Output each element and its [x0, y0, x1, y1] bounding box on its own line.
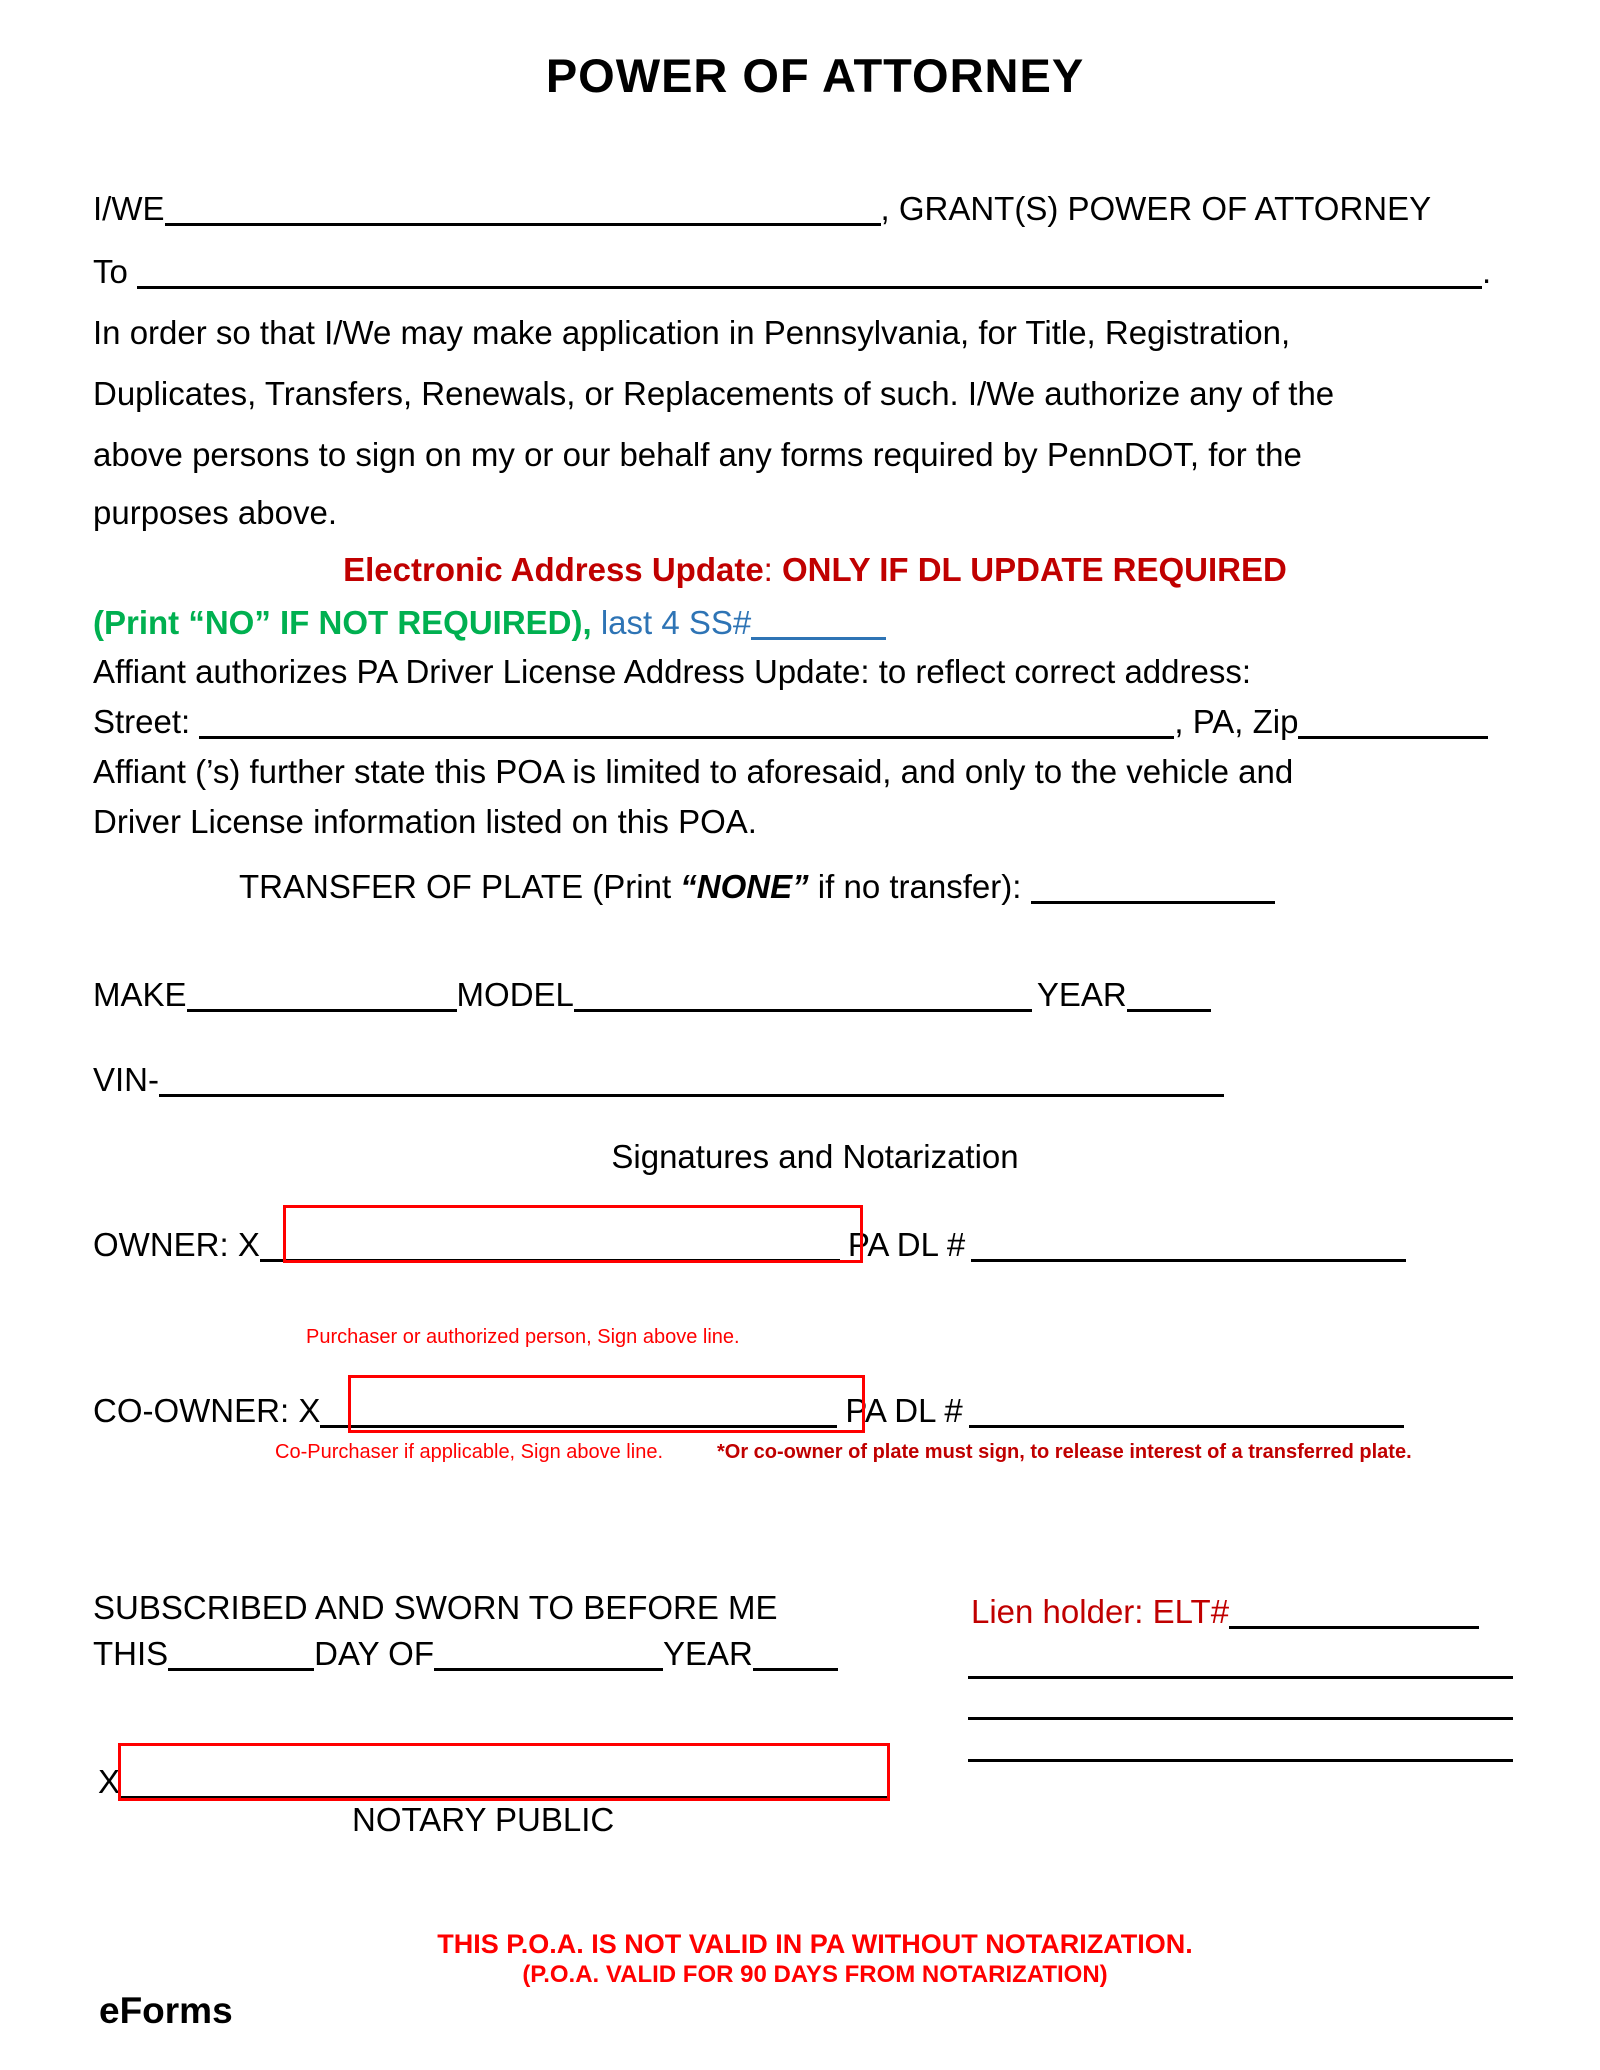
limit-line-2: Driver License information listed on this POA.: [93, 803, 757, 840]
this-label: THIS: [93, 1635, 169, 1672]
co-owner-label: CO-OWNER: X: [93, 1392, 321, 1429]
lien-holder-blank-line-1[interactable]: [968, 1676, 1513, 1679]
lien-elt-blank[interactable]: [1229, 1599, 1479, 1629]
affiant-authorizes-line: Affiant authorizes PA Driver License Address Update: to reflect correct address:: [93, 653, 1252, 690]
address-update-heading: [30, 553, 1600, 586]
lien-holder-label: Lien holder: ELT#: [971, 1593, 1230, 1630]
transfer-plate-blank[interactable]: [1031, 874, 1275, 904]
make-blank[interactable]: [187, 982, 457, 1012]
co-owner-signature-note: Co-Purchaser if applicable, Sign above line.: [275, 1441, 663, 1463]
lien-holder-blank-line-3[interactable]: [968, 1759, 1513, 1762]
year-label: YEAR: [1036, 976, 1127, 1013]
to-label: To: [93, 253, 138, 290]
notary-public-label: NOTARY PUBLIC: [352, 1801, 615, 1838]
last4-ss-blank[interactable]: [751, 610, 886, 640]
transfer-plate-prefix: TRANSFER OF PLATE (Print: [239, 868, 681, 905]
co-owner-pa-dl-blank[interactable]: [969, 1398, 1404, 1428]
owner-pa-dl-blank[interactable]: [971, 1232, 1406, 1262]
transfer-plate-line: [239, 870, 1275, 903]
vin-line: [93, 1063, 1224, 1096]
intro-line-1: In order so that I/We may make application in Pennsylvania, for Title, Registration,: [93, 314, 1291, 351]
street-blank[interactable]: [199, 709, 1174, 739]
year-blank[interactable]: [1127, 982, 1211, 1012]
notary-year-label: YEAR: [662, 1635, 753, 1672]
intro-line-2: Duplicates, Transfers, Renewals, or Replacements of such. I/We authorize any of the: [93, 375, 1335, 412]
vehicle-line: [93, 978, 1211, 1011]
grantor-line: [93, 192, 1431, 225]
signatures-heading: Signatures and Notarization: [611, 1138, 1019, 1175]
owner-signature-note: Purchaser or authorized person, Sign above line.: [306, 1326, 740, 1348]
transfer-plate-suffix: if no transfer):: [808, 868, 1031, 905]
footer-warning-line-2: (P.O.A. VALID FOR 90 DAYS FROM NOTARIZATION): [522, 1961, 1108, 1988]
month-blank[interactable]: [434, 1641, 663, 1671]
model-label: MODEL: [456, 976, 574, 1013]
last4-ss-label: last 4 SS#: [600, 604, 752, 641]
print-no-line: [93, 606, 886, 639]
intro-line-4: purposes above.: [93, 494, 338, 531]
address-update-heading-part1: Electronic Address Update: [343, 551, 764, 588]
day-blank[interactable]: [168, 1641, 314, 1671]
pa-zip-label: , PA, Zip: [1174, 703, 1299, 740]
notary-signature-box[interactable]: [118, 1743, 890, 1801]
print-no-label: (Print “NO” IF NOT REQUIRED),: [93, 604, 601, 641]
address-update-heading-colon: :: [763, 551, 783, 588]
co-owner-release-note: *Or co-owner of plate must sign, to release interest of a transferred plate.: [717, 1441, 1412, 1463]
vin-label: VIN-: [93, 1061, 159, 1098]
co-owner-signature-box[interactable]: [348, 1375, 865, 1433]
grantor-name-blank[interactable]: [165, 196, 881, 226]
co-owner-pa-dl-label: PA DL #: [845, 1392, 963, 1429]
day-of-label: DAY OF: [314, 1635, 434, 1672]
lien-holder-blank-line-2[interactable]: [968, 1717, 1513, 1720]
model-blank[interactable]: [574, 982, 1032, 1012]
period-label: .: [1482, 253, 1492, 290]
notary-x-label: X: [98, 1763, 121, 1800]
address-update-heading-part2: ONLY IF DL UPDATE REQUIRED: [782, 551, 1287, 588]
transfer-plate-none: “NONE”: [680, 868, 809, 905]
owner-pa-dl-label: PA DL #: [847, 1226, 966, 1263]
date-line: [93, 1637, 838, 1670]
vin-blank[interactable]: [159, 1067, 1224, 1097]
street-label: Street:: [93, 703, 200, 740]
owner-label: OWNER: X: [93, 1226, 260, 1263]
notary-year-blank[interactable]: [753, 1641, 838, 1671]
eforms-logo: eForms: [99, 1990, 233, 2031]
sworn-line: SUBSCRIBED AND SWORN TO BEFORE ME: [93, 1589, 778, 1626]
iwe-label: I/WE: [93, 190, 165, 227]
page-title: POWER OF ATTORNEY: [545, 49, 1085, 102]
footer-warning-line-1: THIS P.O.A. IS NOT VALID IN PA WITHOUT NOTARIZATION.: [437, 1929, 1193, 1959]
make-label: MAKE: [93, 976, 187, 1013]
agent-line: [93, 255, 1491, 288]
grant-suffix-label: , GRANT(S) POWER OF ATTORNEY: [880, 190, 1432, 227]
owner-signature-box[interactable]: [283, 1205, 863, 1263]
zip-blank[interactable]: [1298, 709, 1488, 739]
intro-line-3: above persons to sign on my or our behalf any forms required by PennDOT, for the: [93, 436, 1302, 473]
limit-line-1: Affiant (’s) further state this POA is limited to aforesaid, and only to the vehicle and: [93, 753, 1294, 790]
agent-name-blank[interactable]: [137, 259, 1482, 289]
street-line: [93, 705, 1488, 738]
lien-holder-line: [971, 1595, 1479, 1628]
